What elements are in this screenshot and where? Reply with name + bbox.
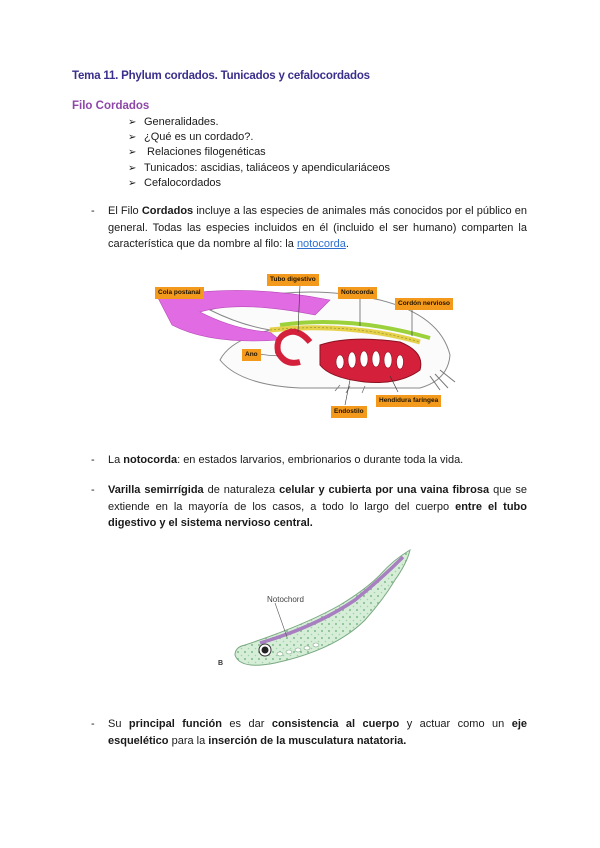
section-heading: Filo Cordados — [72, 100, 150, 112]
list-item: ➢ Cefalocordados — [128, 176, 390, 191]
page-title: Tema 11. Phylum cordados. Tunicados y cefalocordados — [72, 70, 370, 82]
notocorda-link[interactable]: notocorda — [296, 238, 346, 250]
label-hendidura-faringea: Hendidura faríngea — [376, 395, 441, 407]
label-tubo-digestivo: Tubo digestivo — [267, 274, 319, 286]
notochord-label: Notochord — [267, 595, 304, 604]
paragraph-funcion: - Su principal función es dar consistencia al cuerpo y actuar como un eje esquelético para la inserción de la musculatura natatoria. — [91, 718, 528, 747]
dash-bullet: - — [91, 454, 95, 466]
chordate-diagram — [150, 270, 470, 420]
arrow-bullet-icon: ➢ — [128, 117, 137, 128]
dash-bullet: - — [91, 718, 95, 730]
list-item: ➢ Tunicados: ascidias, taliáceos y apendiculariáceos — [128, 161, 390, 176]
paragraph-intro: - El Filo Cordados incluye a las especies de animales más conocidos por el público en general. Todas las especies incluidos en él (incluido el ser humano) comparten la característica que da nombre al filo: la notocorda. — [91, 205, 527, 250]
paragraph-varilla: - Varilla semirrígida de naturaleza celular y cubierta por una vaina fibrosa que se extiende en la mayoría de los casos, a todo lo largo del cuerpo entre el tubo digestivo y el sistema nervioso central. — [91, 484, 527, 529]
topic-list — [128, 115, 390, 191]
dash-bullet: - — [91, 484, 95, 496]
arrow-bullet-icon: ➢ — [128, 132, 137, 144]
label-ano: Ano — [242, 349, 261, 361]
arrow-bullet-icon: ➢ — [128, 147, 137, 159]
list-item: ➢ Relaciones filogenéticas — [128, 145, 390, 160]
list-item: ➢ ¿Qué es un cordado?. — [128, 130, 390, 145]
label-cola-postanal: Cola postanal — [155, 287, 204, 299]
label-endostilo: Endostilo — [331, 406, 367, 418]
larva-illustration — [215, 545, 415, 670]
arrow-bullet-icon: ➢ — [128, 177, 137, 189]
label-notocorda: Notocorda — [338, 287, 377, 299]
dash-bullet: - — [91, 205, 95, 217]
list-item: ➢ Generalidades. — [128, 115, 390, 130]
notochord-larva-figure — [215, 545, 415, 670]
label-cordon-nervioso: Cordón nervioso — [395, 298, 453, 310]
figure-letter: B — [218, 660, 224, 667]
arrow-bullet-icon: ➢ — [128, 162, 137, 174]
paragraph-notocorda: - La notocorda: en estados larvarios, embrionarios o durante toda la vida. — [91, 452, 527, 469]
